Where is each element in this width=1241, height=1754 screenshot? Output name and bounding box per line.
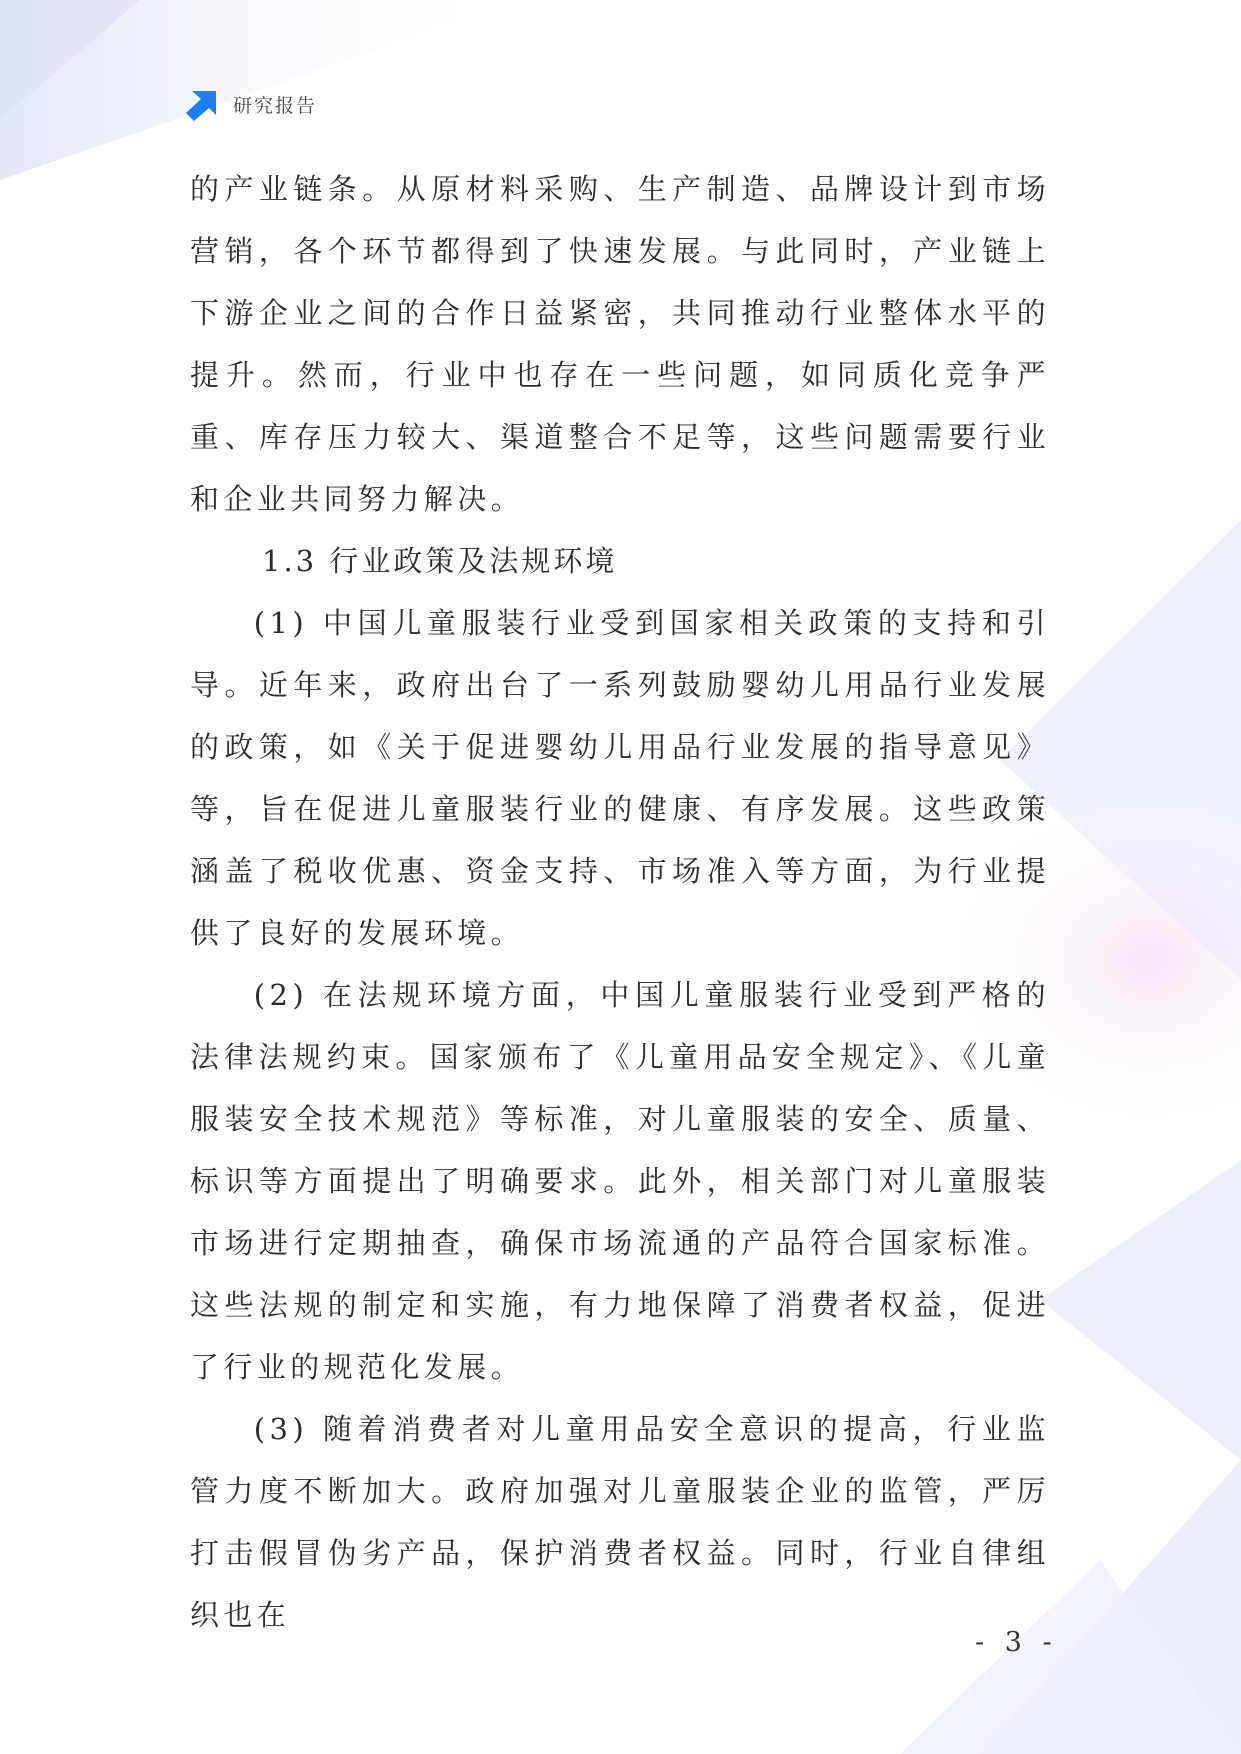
page-number: - 3 - bbox=[975, 1627, 1058, 1658]
document-body bbox=[190, 158, 1050, 1646]
section-heading: 1.3 行业政策及法规环境 bbox=[262, 544, 618, 578]
paragraph-1: (1) 中国儿童服装行业受到国家相关政策的支持和引导。近年来，政府出台了一系列鼓励婴幼儿用品行业发展的政策，如《关于促进婴幼儿用品行业发展的指导意见》等，旨在促进儿童服装行业的健康、有序发展。这些政策涵盖了税收优惠、资金支持、市场准入等方面，为行业提供了良好的发展环境。 bbox=[190, 606, 1050, 950]
arrow-logo-icon bbox=[186, 87, 220, 121]
paragraph-2: (2) 在法规环境方面，中国儿童服装行业受到严格的法律法规约束。国家颁布了《儿童用品安全规定》、《儿童服装安全技术规范》等标准，对儿童服装的安全、质量、标识等方面提出了明确要求。此外，相关部门对儿童服装市场进行定期抽查，确保市场流通的产品符合国家标准。这些法规的制定和实施，有力地保障了消费者权益，促进了行业的规范化发展。 bbox=[190, 978, 1050, 1384]
paragraph-intro: 的产业链条。从原材料采购、生产制造、品牌设计到市场营销，各个环节都得到了快速发展。与此同时，产业链上下游企业之间的合作日益紧密，共同推动行业整体水平的提升。然而，行业中也存在一些问题，如同质化竞争严重、库存压力较大、渠道整合不足等，这些问题需要行业和企业共同努力解决。 bbox=[190, 172, 1050, 516]
paragraph-3: (3) 随着消费者对儿童用品安全意识的提高，行业监管力度不断加大。政府加强对儿童服装企业的监管，严厉打击假冒伪劣产品，保护消费者权益。同时，行业自律组织也在 bbox=[190, 1412, 1050, 1632]
header-title: 研究报告 bbox=[233, 94, 318, 117]
page-header bbox=[186, 84, 317, 124]
